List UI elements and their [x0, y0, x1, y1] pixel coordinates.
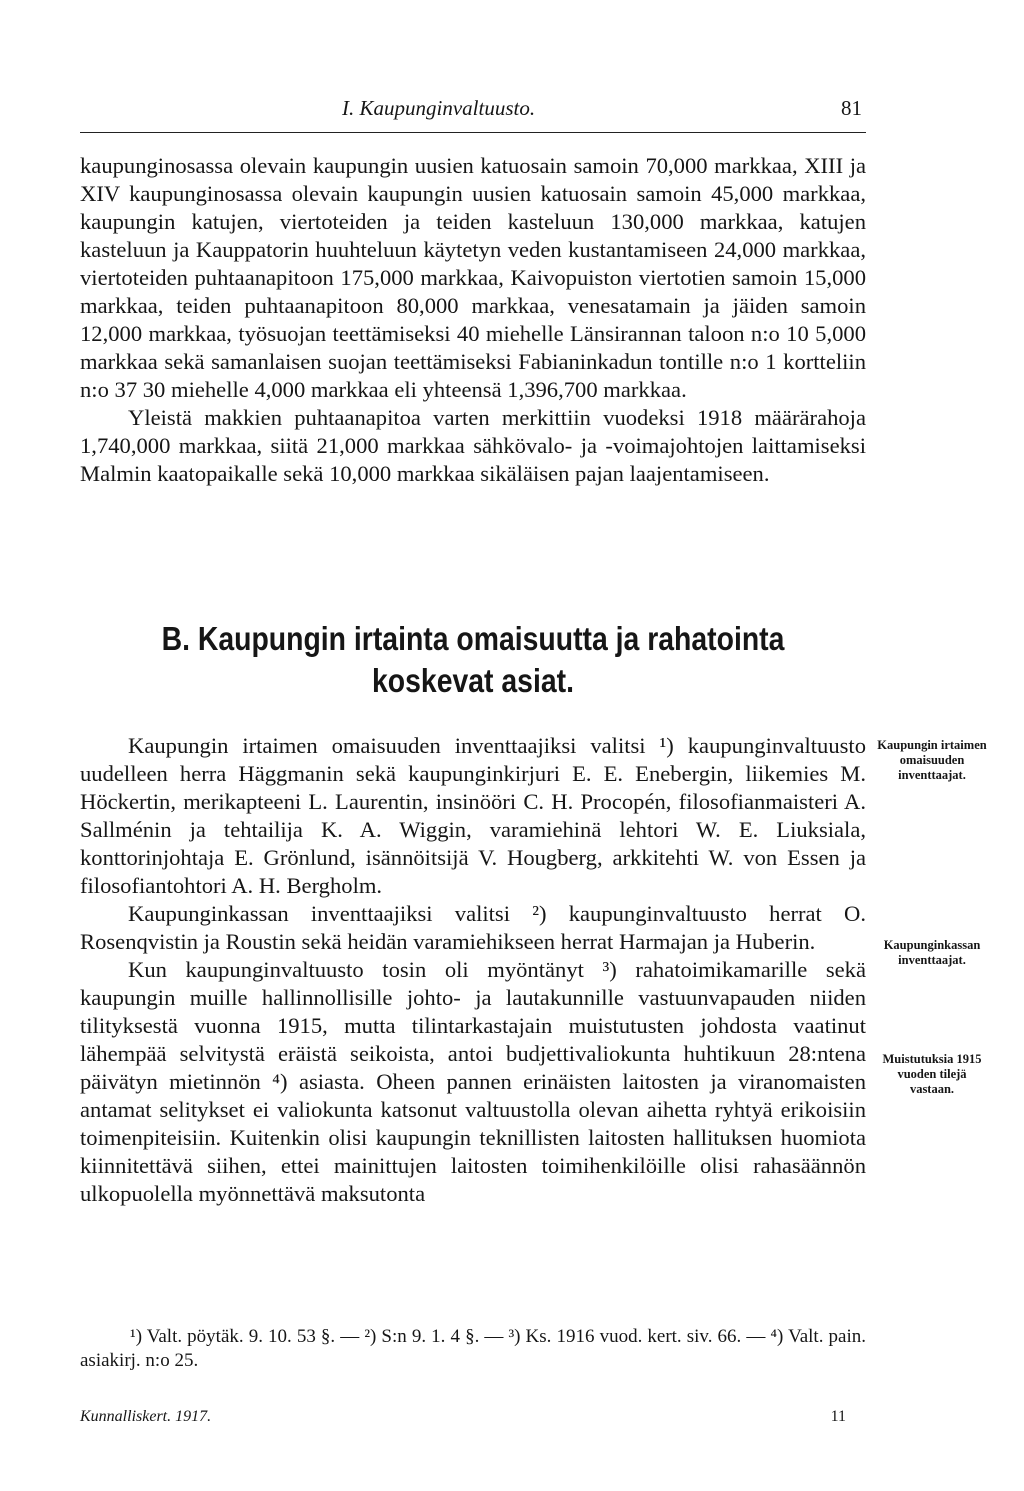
body-text-top — [80, 152, 866, 488]
paragraph: Yleistä makkien puhtaanapitoa varten merkittiin vuodeksi 1918 määrärahoja 1,740,000 markkaa, siitä 21,000 markkaa sähkövalo- ja -voimajohtojen laittamiseksi Malmin kaatopaikalle sekä 10,000 markkaa sikäläisen pajan laajentamiseen. — [80, 405, 866, 486]
margin-note: Kaupungin irtaimen omaisuuden inventtaajat. — [877, 738, 987, 782]
section-heading-line-1: B. Kaupungin irtainta omaisuutta ja rahatointa — [161, 620, 785, 657]
running-head — [80, 96, 866, 133]
section-heading-line-2: koskevat asiat. — [372, 662, 574, 699]
paragraph: Kun kaupunginvaltuusto tosin oli myöntänyt ³) rahatoimikamarille sekä kaupungin muille hallinnollisille johto- ja lautakunnille vastuunvapauden niiden tilityksestä vuonna 1915, mutta tilintarkastajain muistutusten johdosta vaatinut lähempää selvitystä eräistä seikoista, antoi budjettivaliokunta huhtikuun 28:ntena päivätyn mietinnön ⁴) asiasta. Oheen pannen erinäisten laitosten ja viranomaisten antamat selitykset ei valiokunta katsonut valtuustolla olevan aihetta ryhtyä erikoisiin toimenpiteisiin. Kuitenkin olisi kaupungin teknillisten laitosten hallituksen huomiota kiinnitettävä siihen, ettei mainittujen laitosten toimihenkilöille olisi rahasäännön ulkopuolella myönnettävä maksutonta — [80, 957, 866, 1206]
paragraph: Kaupungin irtaimen omaisuuden inventtaajiksi valitsi ¹) kaupunginvaltuusto uudelleen herra Häggmanin sekä kaupunginkirjuri E. E. Enebergin, liikemies M. Höckertin, merikapteeni L. Laurentin, insinööri C. H. Procopén, filosofianmaisteri A. Sallménin ja tehtailija K. A. Wiggin, varamiehinä lehtori W. E. Liuksiala, konttorinjohtaja E. Grönlund, isännöitsijä V. Hougberg, arkkitehti W. von Essen ja filosofiantohtori A. H. Bergholm. — [80, 733, 866, 898]
margin-note: Kaupunginkassan inventtaajat. — [883, 938, 981, 967]
running-title: I. Kaupunginvaltuusto. — [342, 96, 536, 120]
page-number: 81 — [841, 96, 862, 120]
paragraph: Kaupunginkassan inventtaajiksi valitsi ²) kaupunginvaltuusto herrat O. Rosenqvistin ja Roustin sekä heidän varamiehikseen herrat Harmajan ja Huberin. — [80, 901, 866, 954]
footer-publication: Kunnalliskert. 1917. — [80, 1408, 212, 1425]
body-text-bottom — [80, 732, 866, 1208]
section-heading — [135, 618, 811, 702]
signature-mark: 11 — [830, 1408, 846, 1425]
paragraph: kaupunginosassa olevain kaupungin uusien katuosain samoin 70,000 markkaa, XIII ja XIV kaupunginosassa olevain kaupungin uusien katuosain samoin 45,000 markkaa, kaupungin katujen, viertoteiden ja teiden kasteluun 130,000 markkaa, katujen kasteluun ja Kauppatorin huuhteluun käytetyn veden kustantamiseen 24,000 markkaa, viertoteiden puhtaanapitoon 175,000 markkaa, Kaivopuiston viertotien samoin 15,000 markkaa, teiden puhtaanapitoon 80,000 markkaa, venesatamain ja jäiden samoin 12,000 markkaa, työsuojan teettämiseksi 40 miehelle Länsirannan taloon n:o 10 5,000 markkaa sekä samanlaisen suojan teettämiseksi Fabianinkadun tontille n:o 1 kortteliin n:o 37 30 miehelle 4,000 markkaa eli yhteensä 1,396,700 markkaa. — [80, 153, 866, 402]
page-footer — [80, 1408, 866, 1432]
footnote-text: ¹) Valt. pöytäk. 9. 10. 53 §. — ²) S:n 9. 1. 4 §. — ³) Ks. 1916 vuod. kert. siv. 66. — ⁴) Valt. pain. asiakirj. n:o 25. — [80, 1326, 866, 1371]
footnotes — [80, 1325, 866, 1373]
margin-note: Muistutuksia 1915 vuoden tilejä vastaan. — [882, 1052, 982, 1096]
